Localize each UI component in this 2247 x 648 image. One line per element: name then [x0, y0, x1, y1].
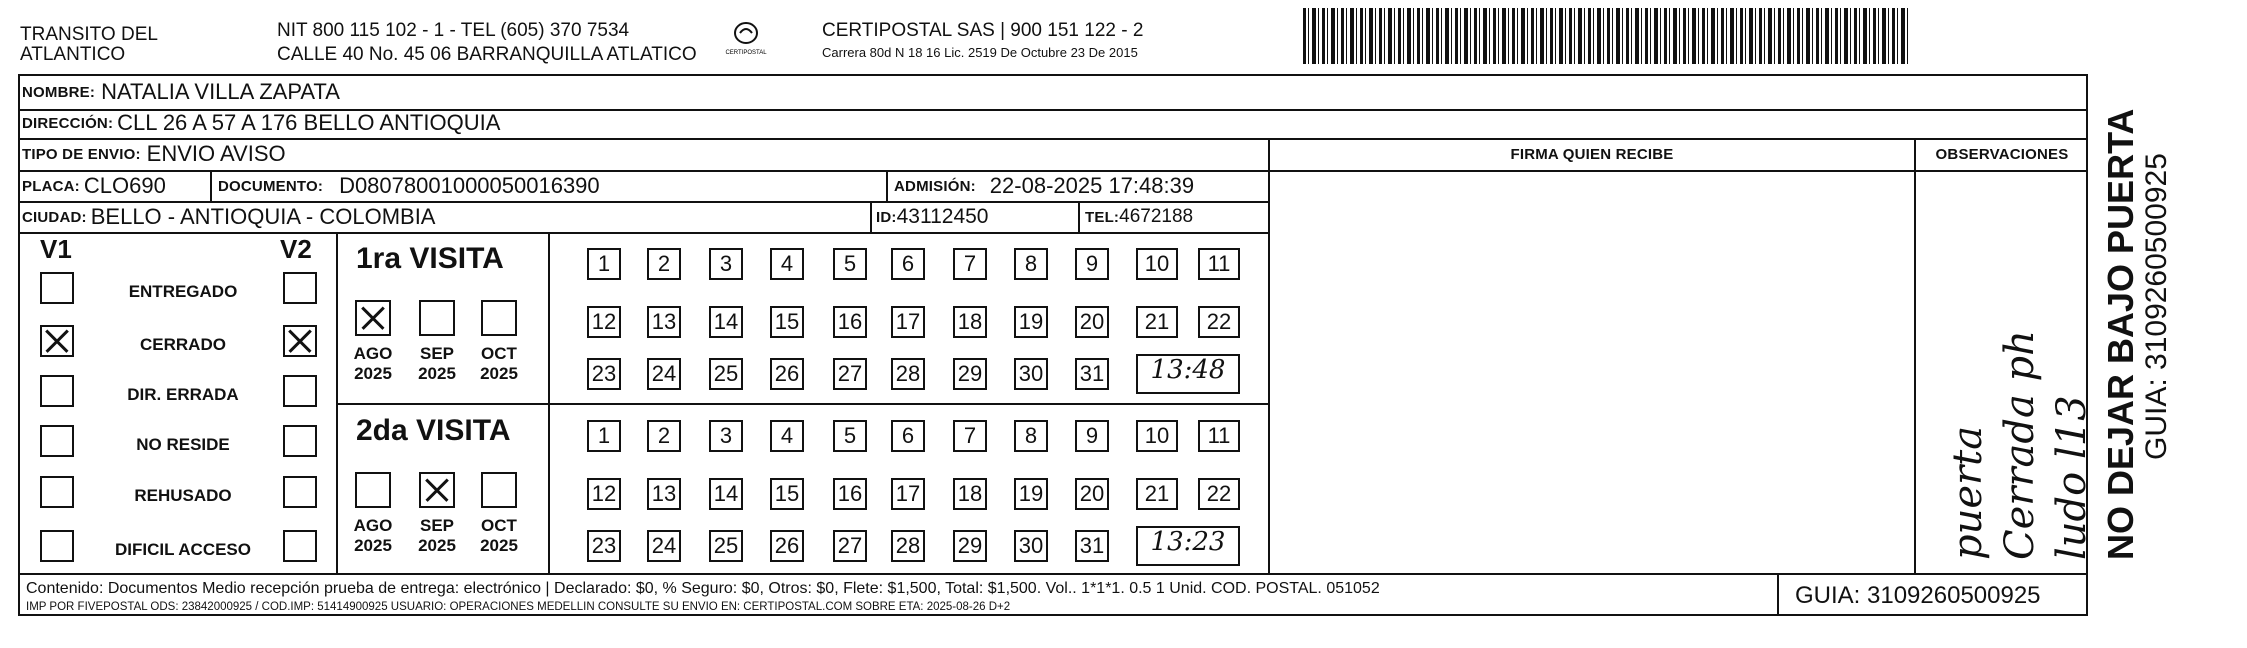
- tipo-label: TIPO DE ENVIO:: [22, 145, 141, 163]
- tel-label: TEL:: [1085, 208, 1120, 226]
- id-value: 43112450: [896, 205, 989, 228]
- status-option-label: REHUSADO: [134, 486, 232, 505]
- documento-row: [218, 173, 600, 199]
- ciudad-label: CIUDAD:: [22, 208, 87, 226]
- day-box[interactable]: 12: [587, 478, 621, 510]
- day-box[interactable]: 22: [1198, 478, 1240, 510]
- day-box[interactable]: 6: [891, 248, 925, 280]
- day-box[interactable]: 4: [770, 420, 804, 452]
- day-box[interactable]: 26: [770, 358, 804, 390]
- footer-line-1: Contenido: Documentos Medio recepción prueba de entrega: electrónico | Declarado: $0, % Seguro: $0, Otros: $0, Flete: $1,500, Total: $1,500. Vol.. 1*1*1. 0.5 1 Unid. COD. POSTAL. 051052: [26, 580, 1380, 597]
- day-box[interactable]: 19: [1014, 478, 1048, 510]
- day-box[interactable]: 14: [709, 306, 743, 338]
- admision-value: 22-08-2025 17:48:39: [989, 173, 1195, 198]
- day-box[interactable]: 9: [1075, 420, 1109, 452]
- day-box[interactable]: 29: [953, 530, 987, 562]
- status-option-label: CERRADO: [140, 335, 226, 354]
- ciudad-row: [22, 204, 435, 230]
- rule-visits: [336, 403, 1269, 405]
- footer-line-2: IMP POR FIVEPOSTAL ODS: 23842000925 / COD.IMP: 51414900925 USUARIO: OPERACIONES MEDELLIN CONSULTE SU ENVIO EN: CERTIPOSTAL.COM SOBRE ETA: 2025-08-26 D+2: [26, 601, 1011, 613]
- day-box[interactable]: 19: [1014, 306, 1048, 338]
- side-warning: NO DEJAR BAJO PUERTA: [2100, 108, 2141, 560]
- direccion-label: DIRECCIÓN:: [22, 114, 114, 132]
- day-box[interactable]: 17: [891, 478, 925, 510]
- status-option-label: DIR. ERRADA: [127, 385, 239, 404]
- status-v2-checkbox[interactable]: [283, 476, 317, 508]
- visit-time-box[interactable]: [1136, 354, 1240, 394]
- day-box[interactable]: 14: [709, 478, 743, 510]
- month-year: 2025: [418, 364, 456, 383]
- status-v1-checkbox[interactable]: [40, 375, 74, 407]
- visit-month-checkbox[interactable]: [355, 472, 391, 508]
- month-name: SEP: [419, 344, 455, 363]
- day-box[interactable]: 24: [647, 358, 681, 390]
- rule-4: [18, 201, 1269, 203]
- day-box[interactable]: 7: [953, 420, 987, 452]
- nombre-row: [22, 79, 340, 105]
- day-box[interactable]: 10: [1136, 420, 1178, 452]
- day-box[interactable]: 28: [891, 530, 925, 562]
- day-box[interactable]: 20: [1075, 478, 1109, 510]
- visit-title: 1ra VISITA: [356, 242, 504, 275]
- day-box[interactable]: 30: [1014, 530, 1048, 562]
- visit-time: 13:23: [1150, 527, 1226, 557]
- day-box[interactable]: 8: [1014, 248, 1048, 280]
- day-box[interactable]: 5: [833, 420, 867, 452]
- status-v1-checkbox[interactable]: [40, 530, 74, 562]
- admision-label: ADMISIÓN:: [894, 177, 976, 195]
- visit-month-label: [407, 516, 467, 556]
- day-box[interactable]: 16: [833, 478, 867, 510]
- day-box[interactable]: 31: [1075, 358, 1109, 390]
- day-box[interactable]: 1: [587, 420, 621, 452]
- month-name: OCT: [481, 516, 517, 535]
- visit-title: 2da VISITA: [356, 414, 511, 447]
- day-box[interactable]: 23: [587, 530, 621, 562]
- status-option-label: ENTREGADO: [128, 282, 238, 301]
- divider-placa: [210, 170, 212, 202]
- visit-month-label: [469, 344, 529, 384]
- status-v2-checkbox[interactable]: [283, 375, 317, 407]
- day-box[interactable]: 3: [709, 248, 743, 280]
- direccion-value: CLL 26 A 57 A 176 BELLO ANTIOQUIA: [117, 110, 501, 135]
- documento-label: DOCUMENTO:: [218, 177, 324, 195]
- day-box[interactable]: 18: [953, 306, 987, 338]
- visit-month-label: [407, 344, 467, 384]
- company-info: [822, 21, 1143, 61]
- month-year: 2025: [418, 536, 456, 555]
- month-name: SEP: [419, 516, 455, 535]
- day-box[interactable]: 23: [587, 358, 621, 390]
- sender-name: [20, 25, 158, 65]
- rule-5: [18, 232, 1269, 234]
- visit-month-checkbox[interactable]: [355, 300, 391, 336]
- day-box[interactable]: 28: [891, 358, 925, 390]
- documento-value: D08078001000050016390: [339, 173, 600, 198]
- tel-row: [1085, 204, 1193, 230]
- sender-line-1: TRANSITO DEL: [20, 24, 158, 45]
- v1-label: V1: [40, 234, 72, 264]
- day-box[interactable]: 6: [891, 420, 925, 452]
- status-v1-checkbox[interactable]: [40, 325, 74, 357]
- day-box[interactable]: 22: [1198, 306, 1240, 338]
- tipo-value: ENVIO AVISO: [146, 141, 286, 166]
- day-box[interactable]: 10: [1136, 248, 1178, 280]
- day-box[interactable]: 29: [953, 358, 987, 390]
- day-box[interactable]: 15: [770, 478, 804, 510]
- divider-id: [870, 201, 872, 233]
- day-box[interactable]: 20: [1075, 306, 1109, 338]
- direccion-row: [22, 110, 500, 136]
- month-year: 2025: [480, 364, 518, 383]
- divider-guia: [1777, 573, 1779, 616]
- day-box[interactable]: 27: [833, 530, 867, 562]
- divider-status: [336, 232, 338, 574]
- month-year: 2025: [354, 364, 392, 383]
- rule-3: [18, 170, 2088, 172]
- placa-row: [22, 173, 166, 199]
- id-label: ID:: [876, 208, 897, 226]
- day-box[interactable]: 2: [647, 420, 681, 452]
- divider-tel: [1078, 201, 1080, 233]
- visit-month-label: [343, 344, 403, 384]
- company-line: CERTIPOSTAL SAS | 900 151 122 - 2: [822, 20, 1144, 41]
- tipo-row: [22, 141, 286, 167]
- day-box[interactable]: 24: [647, 530, 681, 562]
- day-box[interactable]: 21: [1136, 306, 1178, 338]
- day-box[interactable]: 11: [1198, 248, 1240, 280]
- day-box[interactable]: 7: [953, 248, 987, 280]
- day-box[interactable]: 11: [1198, 420, 1240, 452]
- visit-time: 13:48: [1150, 355, 1226, 385]
- day-box[interactable]: 1: [587, 248, 621, 280]
- guia-box: GUIA: 3109260500925: [1795, 582, 2041, 609]
- day-box[interactable]: 27: [833, 358, 867, 390]
- status-option-label: DIFICIL ACCESO: [114, 540, 251, 559]
- divider-months: [548, 232, 550, 574]
- month-name: AGO: [353, 344, 393, 363]
- status-v2-checkbox[interactable]: [283, 325, 317, 357]
- day-box[interactable]: 25: [709, 358, 743, 390]
- month-name: OCT: [481, 344, 517, 363]
- day-box[interactable]: 16: [833, 306, 867, 338]
- license-line: Carrera 80d N 18 16 Lic. 2519 De Octubre 23 De 2015: [822, 45, 1138, 60]
- observaciones-handwriting: puerta Cerrada ph ludo l13: [1945, 330, 2095, 560]
- visit-time-box[interactable]: [1136, 526, 1240, 566]
- sender-line-2: ATLANTICO: [20, 44, 126, 65]
- day-box[interactable]: 13: [647, 306, 681, 338]
- logo-text: CERTIPOSTAL: [725, 50, 767, 56]
- day-box[interactable]: 2: [647, 248, 681, 280]
- status-v2-checkbox[interactable]: [283, 272, 317, 304]
- nombre-value: NATALIA VILLA ZAPATA: [101, 79, 340, 104]
- visit-month-label: [343, 516, 403, 556]
- day-box[interactable]: 9: [1075, 248, 1109, 280]
- v2-label: V2: [280, 234, 312, 264]
- month-name: AGO: [353, 516, 393, 535]
- day-box[interactable]: 8: [1014, 420, 1048, 452]
- tel-value: 4672188: [1119, 206, 1194, 227]
- divider-admision: [886, 170, 888, 202]
- day-box[interactable]: 30: [1014, 358, 1048, 390]
- firma-header: FIRMA QUIEN RECIBE: [1510, 146, 1674, 163]
- day-box[interactable]: 26: [770, 530, 804, 562]
- ciudad-value: BELLO - ANTIOQUIA - COLOMBIA: [90, 204, 436, 229]
- divider-obs: [1914, 138, 1916, 573]
- certipostal-logo: [725, 18, 767, 60]
- status-v1-checkbox[interactable]: [40, 476, 74, 508]
- visit-month-checkbox[interactable]: [481, 300, 517, 336]
- barcode: [1303, 8, 1908, 64]
- placa-value: CLO690: [83, 173, 166, 198]
- side-guia: GUIA: 3109260500925: [2140, 153, 2173, 460]
- divider-firma: [1268, 138, 1270, 573]
- status-v2-checkbox[interactable]: [283, 425, 317, 457]
- day-box[interactable]: 15: [770, 306, 804, 338]
- visit-month-checkbox[interactable]: [419, 472, 455, 508]
- day-box[interactable]: 12: [587, 306, 621, 338]
- admision-row: [894, 173, 1194, 199]
- status-v2-checkbox[interactable]: [283, 530, 317, 562]
- placa-label: PLACA:: [22, 177, 80, 195]
- day-box[interactable]: 17: [891, 306, 925, 338]
- id-row: [876, 204, 988, 230]
- day-box[interactable]: 31: [1075, 530, 1109, 562]
- day-box[interactable]: 25: [709, 530, 743, 562]
- rule-2: [18, 138, 2088, 140]
- day-box[interactable]: 5: [833, 248, 867, 280]
- status-v1-checkbox[interactable]: [40, 272, 74, 304]
- visit-month-checkbox[interactable]: [419, 300, 455, 336]
- status-v1-checkbox[interactable]: [40, 425, 74, 457]
- day-box[interactable]: 21: [1136, 478, 1178, 510]
- day-box[interactable]: 18: [953, 478, 987, 510]
- visit-month-label: [469, 516, 529, 556]
- observaciones-header: OBSERVACIONES: [1935, 146, 2069, 163]
- day-box[interactable]: 3: [709, 420, 743, 452]
- day-box[interactable]: 4: [770, 248, 804, 280]
- sender-info: [277, 21, 697, 65]
- month-year: 2025: [354, 536, 392, 555]
- nombre-label: NOMBRE:: [22, 83, 96, 101]
- day-box[interactable]: 13: [647, 478, 681, 510]
- month-year: 2025: [480, 536, 518, 555]
- visit-month-checkbox[interactable]: [481, 472, 517, 508]
- status-option-label: NO RESIDE: [136, 435, 230, 454]
- sender-address: CALLE 40 No. 45 06 BARRANQUILLA ATLATICO: [277, 44, 697, 65]
- nit-line: NIT 800 115 102 - 1 - TEL (605) 370 7534: [277, 20, 630, 41]
